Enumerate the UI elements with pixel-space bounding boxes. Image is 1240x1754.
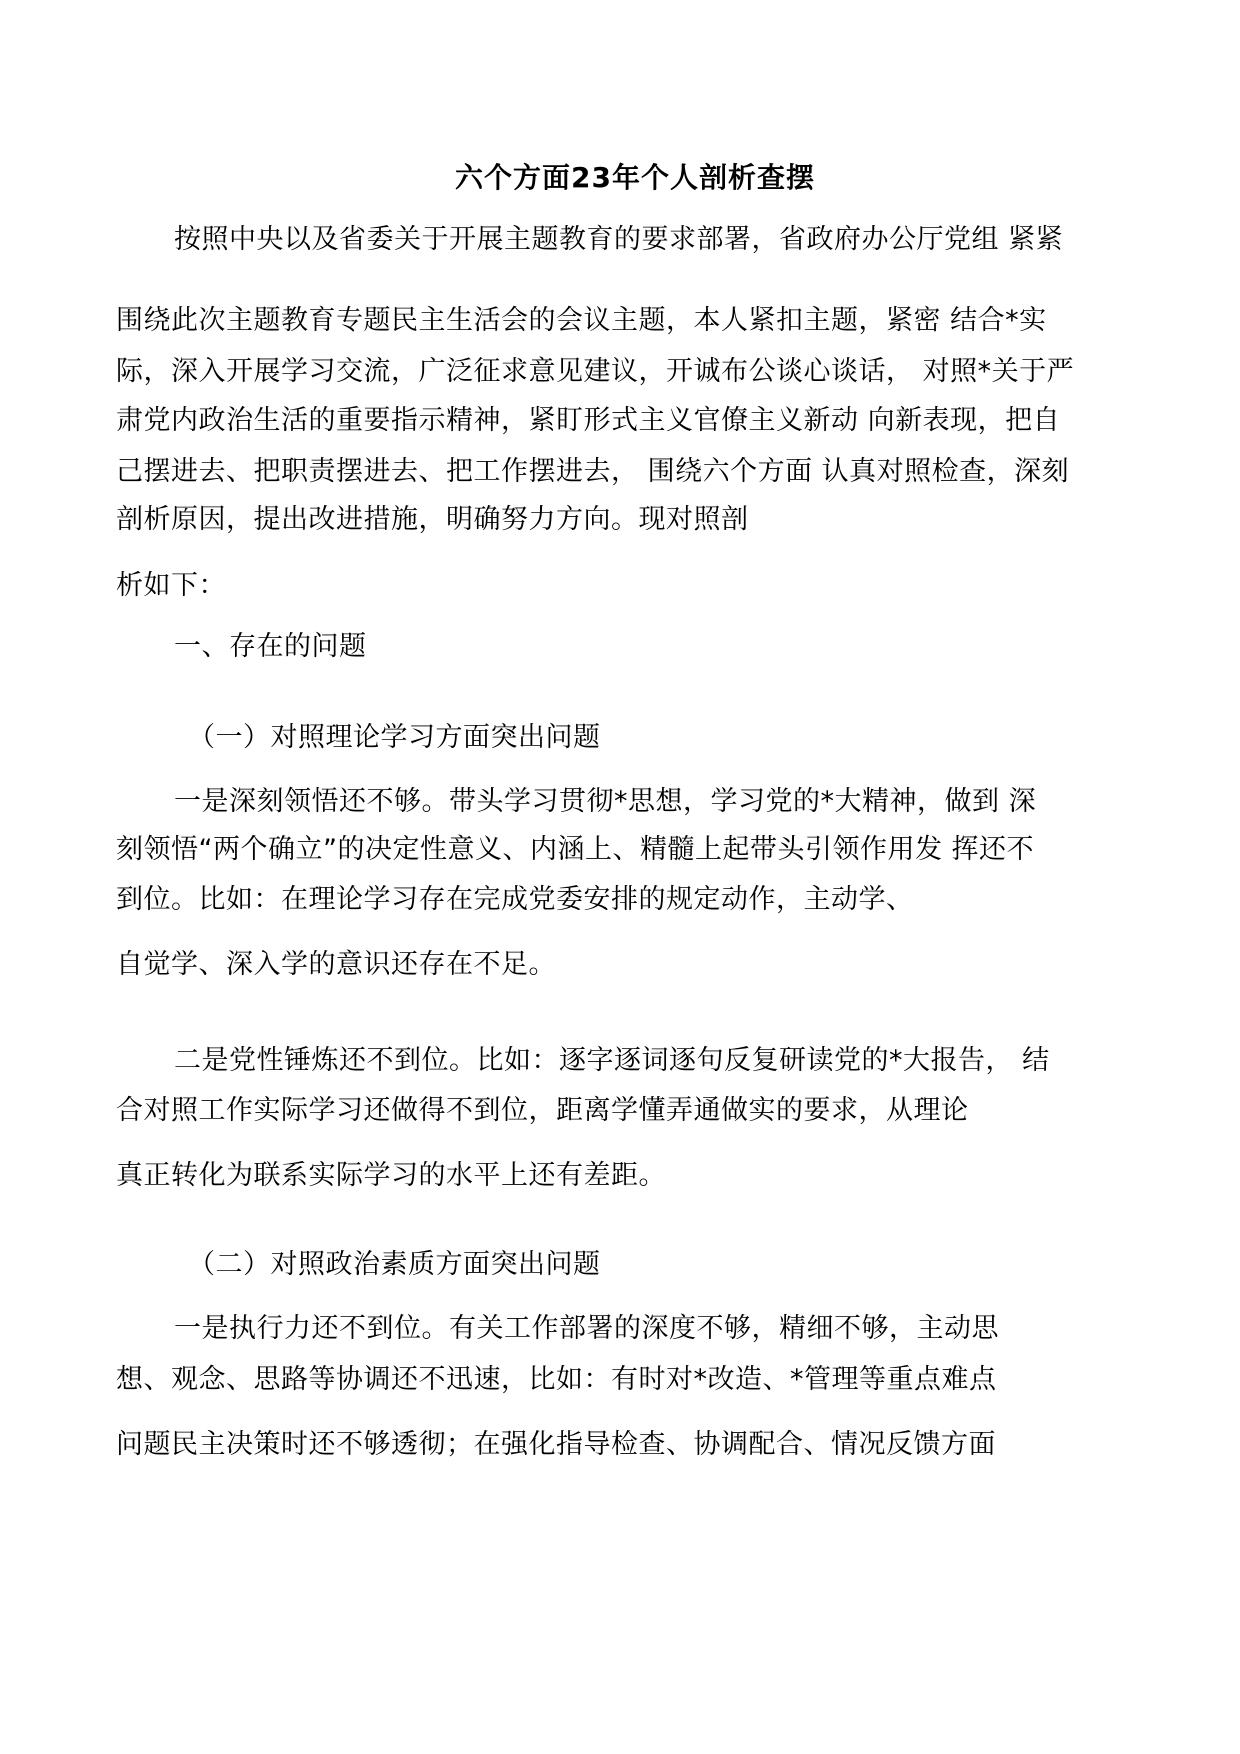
paragraph-line: 真正转化为联系实际学习的水平上还有差距。 xyxy=(116,1160,666,1191)
paragraph-line: 到位。比如：在理论学习存在完成党委安排的规定动作，主动学、 xyxy=(116,884,914,915)
paragraph-line: 二是党性锤炼还不到位。比如：逐字逐词逐句反复研读党的*大报告， 结 xyxy=(174,1045,1050,1076)
paragraph-line: 问题民主决策时还不够透彻；在强化指导检查、协调配合、情况反馈方面 xyxy=(116,1429,996,1460)
intro-line: 析如下： xyxy=(116,570,226,601)
paragraph-line: 一是执行力还不到位。有关工作部署的深度不够，精细不够，主动思 xyxy=(174,1313,999,1344)
paragraph-line: 合对照工作实际学习还做得不到位，距离学懂弄通做实的要求，从理论 xyxy=(116,1095,969,1126)
intro-line: 己摆进去、把职责摆进去、把工作摆进去， 围绕六个方面 认真对照检查，深刻 xyxy=(116,456,1070,487)
intro-line: 按照中央以及省委关于开展主题教育的要求部署，省政府办公厅党组 紧紧 xyxy=(174,224,1064,255)
paragraph-line: 自觉学、深入学的意识还存在不足。 xyxy=(116,949,556,980)
intro-line: 围绕此次主题教育专题民主生活会的会议主题，本人紧扣主题，紧密 结合*实 xyxy=(116,305,1047,336)
subsection-heading: （二）对照政治素质方面突出问题 xyxy=(188,1249,601,1280)
paragraph-line: 想、观念、思路等协调还不迅速，比如：有时对*改造、*管理等重点难点 xyxy=(116,1364,997,1395)
intro-line: 际，深入开展学习交流，广泛征求意见建议，开诚布公谈心谈话， 对照*关于严 xyxy=(116,356,1075,387)
paragraph-line: 刻领悟“两个确立”的决定性意义、内涵上、精髓上起带头引领作用发 挥还不 xyxy=(116,834,1035,865)
subsection-heading: （一）对照理论学习方面突出问题 xyxy=(188,722,601,753)
paragraph-line: 一是深刻领悟还不够。带头学习贯彻*思想，学习党的*大精神，做到 深 xyxy=(174,786,1037,817)
section-heading: 一、存在的问题 xyxy=(174,631,367,662)
intro-line: 肃党内政治生活的重要指示精神，紧盯形式主义官僚主义新动 向新表现，把自 xyxy=(116,405,1061,436)
document-title: 六个方面23年个人剖析查摆 xyxy=(455,161,815,194)
intro-line: 剖析原因，提出改进措施，明确努力方向。现对照剖 xyxy=(116,504,749,535)
